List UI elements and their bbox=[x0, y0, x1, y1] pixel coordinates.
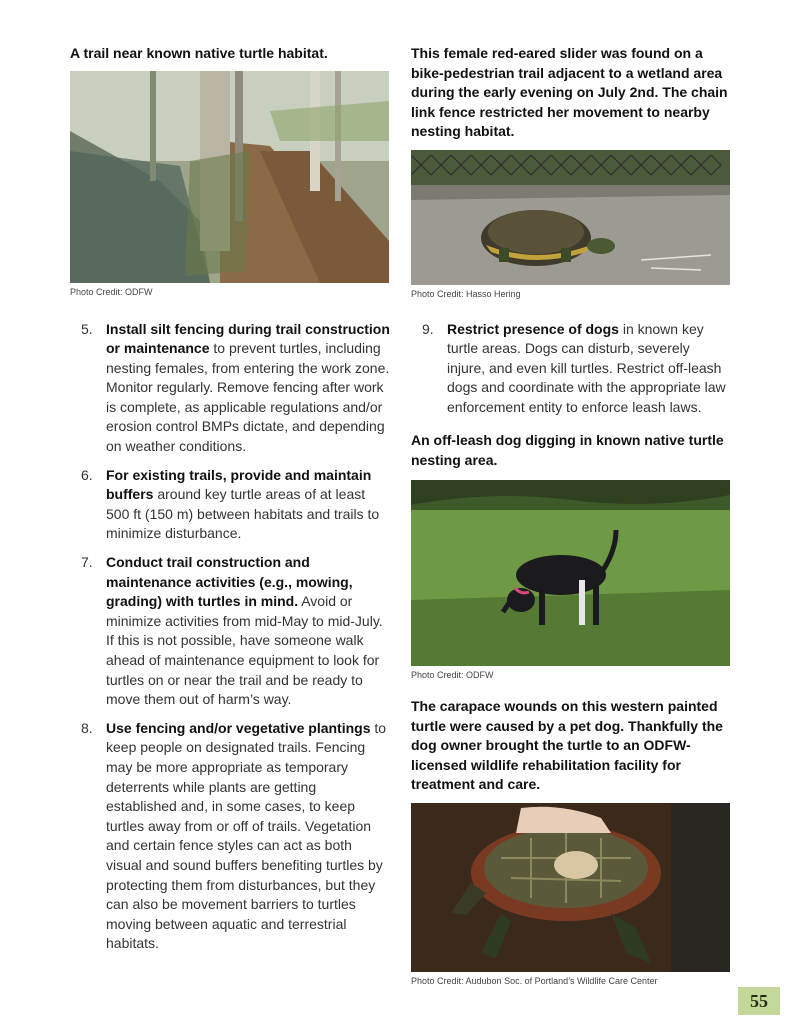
item-text: Avoid or minimize activities from mid-May to mid-July. If this is not possible, have someone walk ahead of maintenance equipment to look for turtles on or near the trail and be ready to move them out of harm’s way. bbox=[106, 593, 383, 708]
item-text: to keep people on designated trails. Fencing may be more appropriate as temporary deterrents while plants are getting established and, in some cases, to keep turtles away from or off of trails. Vegetation and certain fence styles can act as both visual and sound buffers benefiting turtles by protecting them from disturbances, but they can also be movement barriers to turtles moving between aquatic and terrestrial habitats. bbox=[106, 719, 387, 952]
list-item bbox=[70, 466, 390, 544]
dog-digging-photo bbox=[411, 480, 730, 666]
trail-photo-credit: Photo Credit: ODFW bbox=[70, 286, 153, 297]
dog-photo-credit: Photo Credit: ODFW bbox=[411, 670, 494, 681]
item-number: 7. bbox=[81, 554, 93, 571]
list-item bbox=[70, 553, 390, 710]
slider-photo-heading: This female red-eared slider was found on a bike-pedestrian trail adjacent to a wetland area during the early evening on July 2nd. The chain link fence restricted her movement to nearby nesting habitat. bbox=[411, 45, 728, 139]
left-column bbox=[70, 44, 390, 963]
slider-turtle-photo bbox=[411, 150, 730, 285]
item-text: in known key turtle areas. Dogs can disturb, severely injure, and even kill turtles. Restrict off-leash dogs and coordinate with the appropriate law enforcement entity to enforce leash laws. bbox=[447, 320, 726, 415]
trail-photo-heading: A trail near known native turtle habitat. bbox=[70, 45, 328, 61]
item-bold-text: Conduct trail construction and maintenance activities (e.g., mowing, grading) with turtles in mind. bbox=[106, 554, 353, 610]
item-bold-text: Restrict presence of dogs bbox=[447, 320, 619, 337]
page-number: 55 bbox=[738, 987, 780, 1015]
list-item bbox=[411, 320, 731, 418]
recommendation-list-right bbox=[411, 320, 731, 418]
item-bold-text: Install silt fencing during trail construction or maintenance bbox=[106, 320, 390, 357]
trail-photo bbox=[70, 71, 389, 283]
item-number: 5. bbox=[81, 320, 93, 337]
painted-turtle-heading: The carapace wounds on this western painted turtle were caused by a pet dog. Thankfully the dog owner brought the turtle to an ODFW-licensed wildlife rehabilitation facility for treatment and care. bbox=[411, 698, 723, 793]
item-number: 8. bbox=[81, 719, 93, 736]
dog-photo-heading: An off-leash dog digging in known native turtle nesting area. bbox=[411, 432, 724, 468]
item-number: 6. bbox=[81, 466, 93, 483]
right-column bbox=[411, 44, 731, 987]
painted-turtle-photo-credit: Photo Credit: Audubon Soc. of Portland’s Wildlife Care Center bbox=[411, 975, 658, 986]
list-item bbox=[70, 719, 390, 954]
item-bold-text: For existing trails, provide and maintain buffers bbox=[106, 466, 372, 503]
slider-photo-credit: Photo Credit: Hasso Hering bbox=[411, 288, 521, 299]
list-item bbox=[70, 320, 390, 457]
item-bold-text: Use fencing and/or vegetative plantings bbox=[106, 719, 371, 736]
item-text: to prevent turtles, including nesting females, from entering the work zone. Monitor regularly. Remove fencing after work is complete, as applicable regulations and/or erosion control BMPs dictate, and depending on weather conditions. bbox=[106, 340, 390, 455]
item-number: 9. bbox=[422, 320, 434, 337]
item-text: around key turtle areas of at least 500 ft (150 m) between habitats and trails to minimize disturbance. bbox=[106, 486, 380, 542]
painted-turtle-photo bbox=[411, 803, 730, 972]
recommendation-list-left bbox=[70, 320, 390, 954]
